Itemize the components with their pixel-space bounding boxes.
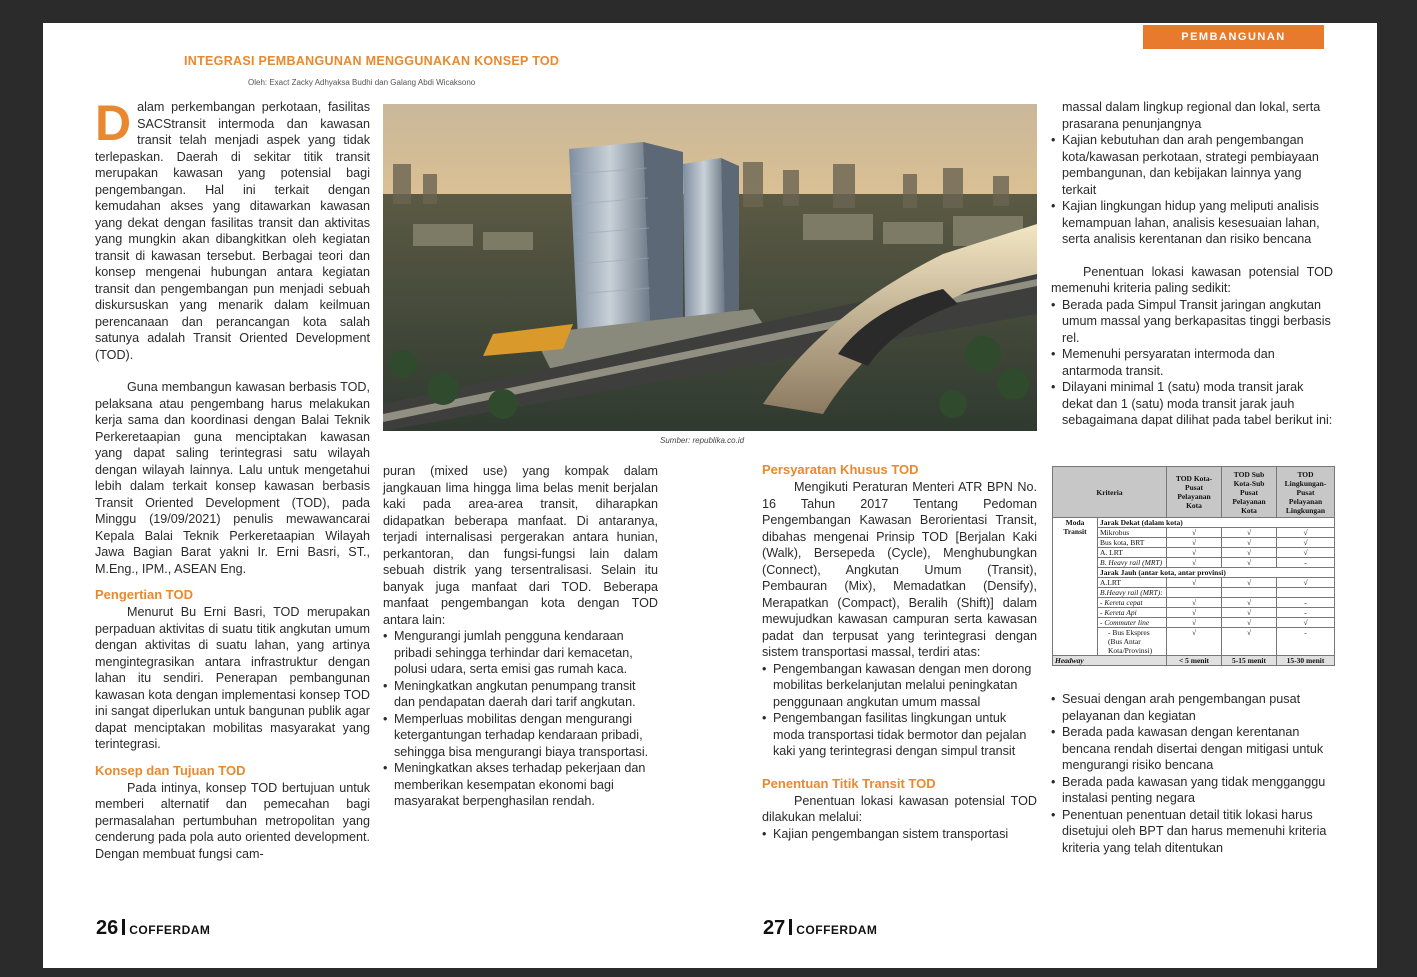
section-tag: PEMBANGUNAN — [1143, 25, 1324, 49]
table-row: - Bus Ekspres (Bus Antar Kota/Provinsi) √ √ - — [1053, 628, 1335, 656]
table-row: B.Heavy rail (MRT): — [1053, 588, 1335, 598]
list-item: • Pengembangan fasilitas lingkungan untuk moda transportasi tidak bermotor dan pejalan kaki yang terintegrasi dengan simpul transit — [762, 710, 1037, 760]
divider — [789, 919, 792, 935]
page-number: 27 — [763, 917, 786, 939]
list-item: • Meningkatkan akses terhadap pekerjaan dan memberikan kesempatan ekonomi bagi masyarakat berpenghasilan rendah. — [383, 760, 658, 810]
article-byline: Oleh: Exact Zacky Adhyaksa Budhi dan Galang Abdi Wicaksono — [248, 78, 476, 87]
tod-rendering-image — [383, 104, 1037, 431]
city-illustration — [383, 104, 1037, 431]
column-4-bottom — [1051, 691, 1333, 856]
list-item: • Pengembangan kawasan dengan men dorong mobilitas berkelanjutan melalui peningkatan penggunaan angkutan umum massal — [762, 661, 1037, 711]
assessment-list — [762, 826, 1037, 843]
criteria-table — [1052, 466, 1335, 666]
paragraph: massal dalam lingkup regional dan lokal, serta prasarana penunjangnya — [1062, 100, 1321, 131]
column-4-top — [1051, 99, 1333, 429]
group-label: Jarak Jauh (antar kota, antar provinsi) — [1098, 568, 1335, 578]
list-item: • Memenuhi persyaratan intermoda dan antarmoda transit. — [1051, 346, 1333, 379]
list-item: • Berada pada Simpul Transit jaringan angkutan umum massal yang berkapasitas tinggi berbasis rel. — [1051, 297, 1333, 347]
moda-label: Moda Transit — [1053, 518, 1098, 656]
heading-pengertian: Pengertian TOD — [95, 587, 194, 602]
list-item: • Kajian pengembangan sistem transportasi — [762, 826, 1037, 843]
group-label: Jarak Dekat (dalam kota) — [1098, 518, 1335, 528]
column-2 — [383, 463, 658, 810]
study-list — [1051, 132, 1333, 248]
heading-penentuan: Penentuan Titik Transit TOD — [762, 775, 936, 791]
left-page-footer — [96, 917, 210, 940]
table-row: Bus kota, BRT √ √ √ — [1053, 538, 1335, 548]
heading-konsep: Konsep dan Tujuan TOD — [95, 762, 246, 778]
paragraph: Mengikuti Peraturan Menteri ATR BPN No. 16 Tahun 2017 Tentang Pedoman Pengembangan Kawasan Berorientasi Transit, dibahas mengenai Prinsip TOD [Berjalan Kaki (Walk), Bersepeda (Cycle), Menghubungkan (Connect), Angkutan Umum (Transit), Pembauran (Mix), Memadatkan (Densify), Merapatkan (Compact), Beralih (Shift)] dalam mewujudkan kawasan campuran serta kawasan padat dan terpusat yang terintegrasi dengan sistem transportasi massal, terdiri atas: — [762, 480, 1037, 659]
magazine-name: COFFERDAM — [796, 923, 878, 937]
criteria-table-wrap — [1052, 466, 1335, 666]
paragraph: Penentuan lokasi kawasan potensial TOD dilakukan melalui: — [762, 793, 1037, 824]
column-3 — [762, 461, 1037, 842]
requirements-list — [762, 661, 1037, 760]
drop-cap: D — [95, 95, 132, 151]
table-row: - Commuter line √ √ √ — [1053, 618, 1335, 628]
paragraph: puran (mixed use) yang kompak dalam jangkauan lima hingga lima belas menit berjalan kaki pada area-area transit, diharapkan didapatkan beberapa manfaat. Di antaranya, terjadi internalisasi pergerakan antara hunian, perkantoran, dan fungsi-fungsi lain dalam sebuah distrik yang tersentralisasi. Selain itu banyak juga manfaat dari TOD. Beberapa manfaat pengembangan kota dengan TOD antara lain: — [383, 464, 658, 627]
paragraph: Guna membangun kawasan berbasis TOD, pelaksana atau pengembang harus melakukan kerja sama dan koordinasi dengan Balai Teknik Perkeretaapian guna menciptakan kawasan yang dapat saling terintegrasi satu wilayah dengan wilayah lainnya. Lalu untuk mengetahui lebih dalam terkait konsep kawasan berbasis Transit Oriented Development (TOD), pada Minggu (19/09/2021) penulis mewawancarai Kepala Balai Teknik Perkeretaapian Wilayah Jawa Bagian Barat yakni Ir. Erni Basri, ST., M.Eng., IPM., ASEAN Eng. — [95, 380, 370, 576]
right-page-footer — [763, 917, 877, 940]
table-row: - Kereta Api √ √ - — [1053, 608, 1335, 618]
column-1 — [95, 95, 370, 862]
intro-paragraph: Dalam perkembangan perkotaan, fasilitas SACStransit intermoda dan kawasan transit telah menjadi aspek yang tidak terlepaskan. Daerah di sekitar titik transit merupakan kawasan yang potensial bagi pengembangan. Hal ini terkait dengan kemudahan akses yang ditawarkan kawasan yang dekat dengan fasilitas transit dan aktivitas yang mungkin akan dibangkitkan oleh kegiatan transit di kawasan tersebut. Berbagai teori dan konsep mengenai hubungan antara kegiatan transit dan pengembangan pun menjadi sebuah diskursuskan yang menarik dalam keilmuan perencanaan dan perancangan kota salah satunya adalah Transit Oriented Development (TOD). — [95, 95, 370, 362]
list-item: • Dilayani minimal 1 (satu) moda transit jarak dekat dan 1 (satu) moda transit jarak jauh sebagaimana dapat dilihat pada tabel berikut ini: — [1051, 379, 1333, 429]
table-header: TOD Sub Kota-Sub Pusat Pelayanan Kota — [1222, 467, 1277, 518]
table-header: TOD Kota-Pusat Pelayanan Kota — [1167, 467, 1222, 518]
magazine-name: COFFERDAM — [129, 923, 211, 937]
magazine-spread — [43, 23, 1377, 968]
table-row: Mikrobus √ √ √ — [1053, 528, 1335, 538]
table-row: A. LRT √ √ √ — [1053, 548, 1335, 558]
table-header: Kriteria — [1053, 467, 1167, 518]
table-header: TOD Lingkungan-Pusat Pelayanan Lingkungan — [1277, 467, 1335, 518]
list-item: • Mengurangi jumlah pengguna kendaraan pribadi sehingga terhindar dari kemacetan, polusi udara, serta emisi gas rumah kaca. — [383, 628, 658, 678]
list-item: • Memperluas mobilitas dengan mengurangi ketergantungan terhadap kendaraan pribadi, sehingga bisa mengurangi biaya transportasi. — [383, 711, 658, 761]
table-row-headway: Headway < 5 menit 5-15 menit 15-30 menit — [1053, 656, 1335, 666]
heading-persyaratan: Persyaratan Khusus TOD — [762, 462, 919, 477]
table-row: - Kereta cepat √ √ - — [1053, 598, 1335, 608]
image-source-caption: Sumber: republika.co.id — [660, 436, 745, 445]
table-row: B. Heavy rail (MRT) √ √ - — [1053, 558, 1335, 568]
page-number: 26 — [96, 917, 119, 939]
paragraph: Penentuan lokasi kawasan potensial TOD memenuhi kriteria paling sedikit: — [1051, 264, 1333, 295]
list-item: • Berada pada kawasan yang tidak mengganggu instalasi penting negara — [1051, 774, 1333, 807]
list-item: • Berada pada kawasan dengan kerentanan bencana rendah disertai dengan mitigasi untuk mengurangi risiko bencana — [1051, 724, 1333, 774]
criteria-list — [1051, 297, 1333, 429]
benefits-list — [383, 628, 658, 810]
list-item: • Kajian kebutuhan dan arah pengembangan kota/kawasan perkotaan, strategi pembiayaan pembangunan, dan kebijakan lainnya yang terkait — [1051, 132, 1333, 198]
divider — [122, 919, 125, 935]
paragraph: Pada intinya, konsep TOD bertujuan untuk memberi alternatif dan pemecahan bagi permasalahan pertumbuhan metropolitan yang cenderung pada pola auto oriented development. Dengan membuat fungsi cam- — [95, 780, 370, 861]
list-item: • Penentuan penentuan detail titik lokasi harus disetujui oleh BPT dan harus memenuhi kriteria kriteria yang telah ditentukan — [1051, 807, 1333, 857]
table-row: A.LRT √ √ √ — [1053, 578, 1335, 588]
list-item: • Sesuai dengan arah pengembangan pusat pelayanan dan kegiatan — [1051, 691, 1333, 724]
paragraph: Menurut Bu Erni Basri, TOD merupakan perpaduan aktivitas di suatu titik angkutan umum dengan aktivitas di suatu lahan, yang artinya mengintegrasikan antara infrastruktur dengan lahan itu sendiri. Penerapan pembangunan kawasan kota dengan implementasi konsep TOD ini sangat diperlukan untuk bangunan publik agar dapat menciptakan mobilitas masyarakat yang terintegrasi. — [95, 605, 370, 751]
criteria-list-continued — [1051, 691, 1333, 856]
list-item: • Meningkatkan angkutan penumpang transit dan pendapatan daerah dari tarif angkutan. — [383, 678, 658, 711]
list-item: • Kajian lingkungan hidup yang meliputi analisis kemampuan lahan, analisis kesesuaian lahan, serta analisis kerentanan dan risiko bencana — [1051, 198, 1333, 248]
article-title: INTEGRASI PEMBANGUNAN MENGGUNAKAN KONSEP TOD — [184, 54, 560, 68]
